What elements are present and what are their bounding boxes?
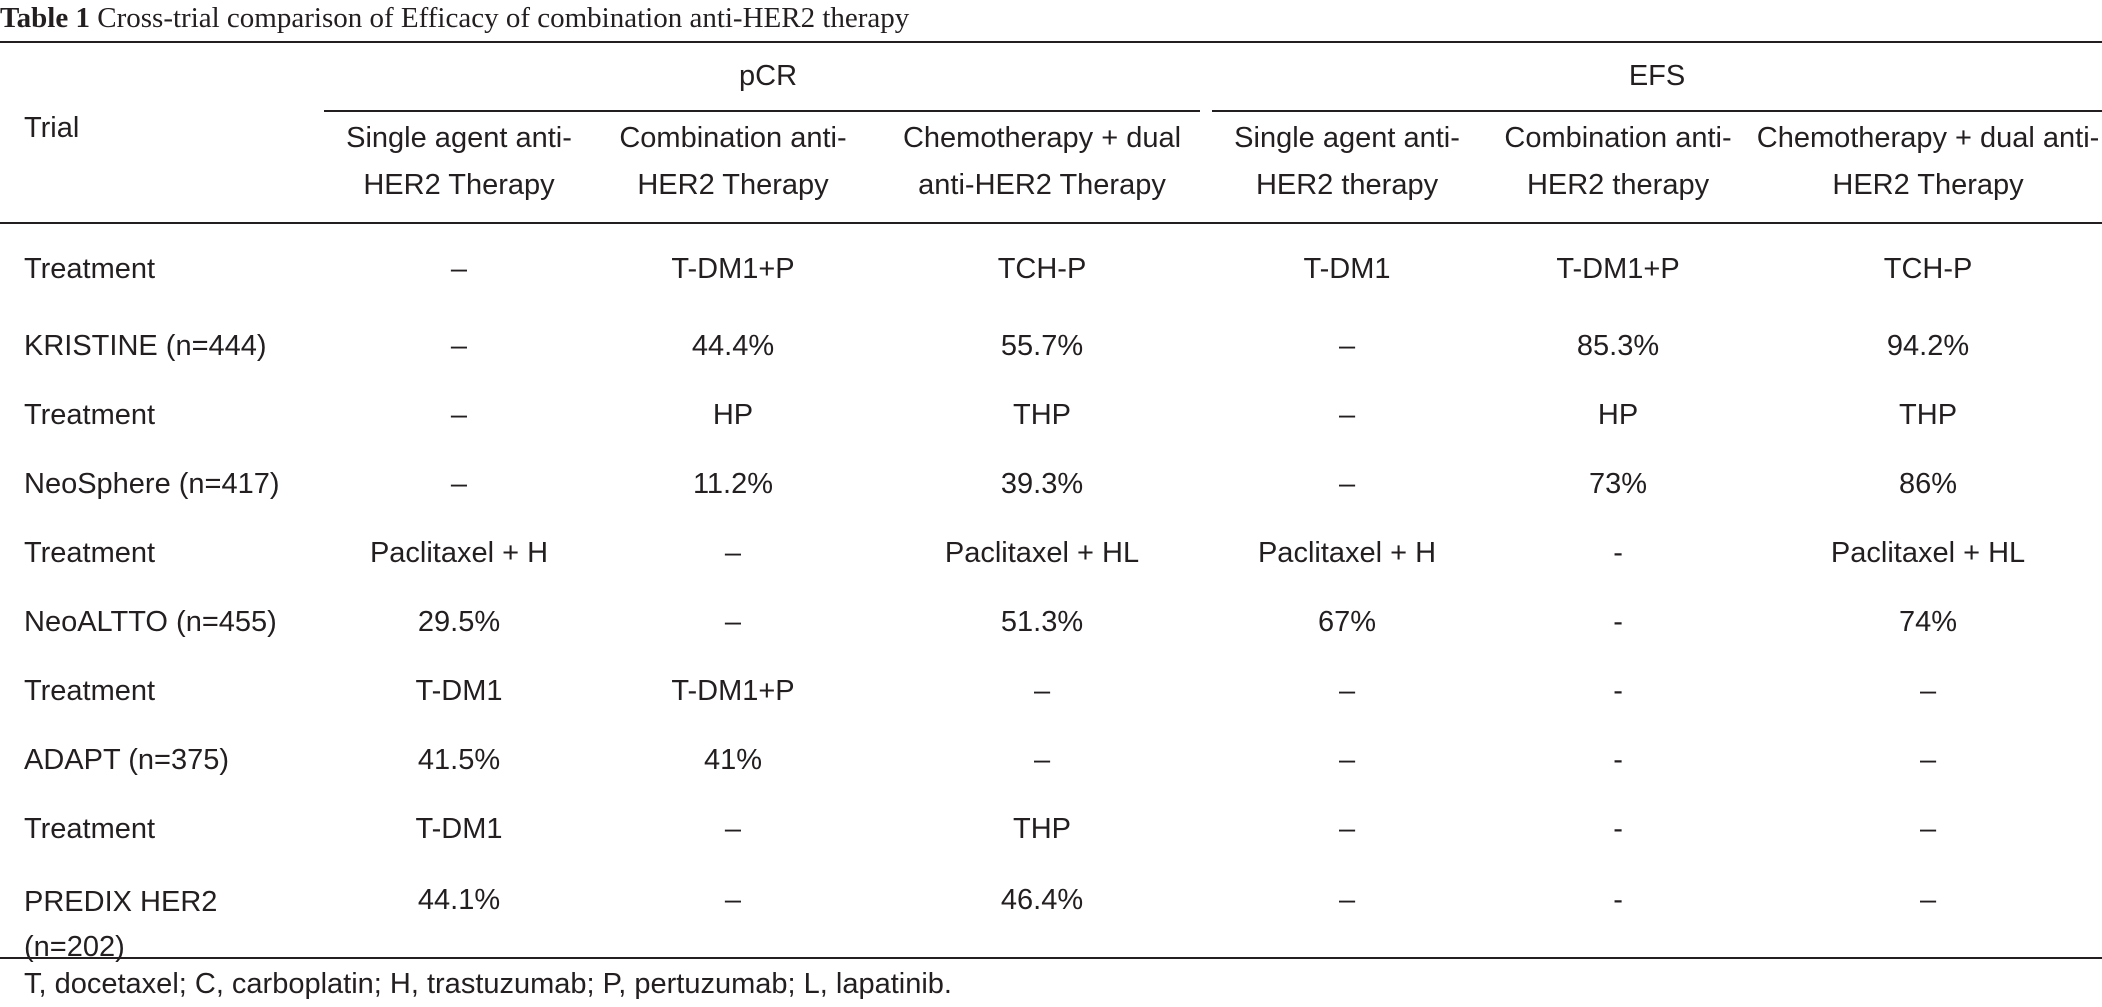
table-cell: TCH-P <box>997 252 1087 285</box>
table-cell: Paclitaxel + H <box>369 537 549 569</box>
table-cell: 55.7% <box>1000 330 1084 362</box>
table-cell: 67% <box>1318 606 1377 638</box>
pcr-combination-header: Combination anti-HER2 Therapy <box>619 122 847 201</box>
table-cell: HP <box>1597 399 1639 431</box>
table-row <box>0 588 2102 657</box>
pcr-group-header: pCR <box>739 59 798 92</box>
table-cell: – <box>1919 813 1937 845</box>
table-cell: 46.4% <box>1000 884 1084 916</box>
pcr-single-agent-header: Single agent anti-HER2 Therapy <box>346 122 572 201</box>
table-cell: – <box>724 537 742 569</box>
table-cell: – <box>1338 330 1356 362</box>
table-cell: 44.4% <box>691 330 775 362</box>
row-label: Treatment <box>24 252 156 285</box>
table-row <box>0 726 2102 795</box>
trial-column-header: Trial <box>24 111 80 144</box>
table-cell: HP <box>712 399 754 431</box>
table-row <box>0 519 2102 588</box>
table-cell: – <box>1338 675 1356 707</box>
table-cell: 51.3% <box>1000 606 1084 638</box>
efs-chemo-dual-header: Chemotherapy + dual anti-HER2 Therapy <box>1756 122 2100 201</box>
table-cell: – <box>1338 813 1356 845</box>
comparison-table <box>0 42 2102 974</box>
table-cell: – <box>1919 884 1937 916</box>
table-cell: Paclitaxel + HL <box>1830 537 2026 569</box>
table-cell: – <box>450 468 468 500</box>
table-cell: – <box>1338 744 1356 776</box>
table-cell: - <box>1613 606 1623 638</box>
table-cell: - <box>1613 675 1623 707</box>
table-cell: 44.1% <box>417 884 501 916</box>
table-row <box>0 864 2102 974</box>
table-cell: – <box>1033 675 1051 707</box>
table-cell: T-DM1+P <box>671 675 795 707</box>
table-cell: T-DM1+P <box>671 252 795 285</box>
table-cell: THP <box>1899 399 1958 431</box>
row-label: Treatment <box>24 537 156 569</box>
table-row <box>0 312 2102 381</box>
table-cell: 11.2% <box>692 468 774 500</box>
table-cell: 41% <box>703 744 763 776</box>
table-cell: T-DM1 <box>415 813 503 845</box>
table-row <box>0 657 2102 726</box>
table-cell: – <box>1338 884 1356 916</box>
table-cell: T-DM1 <box>415 675 503 707</box>
row-label: NeoSphere (n=417) <box>24 468 280 500</box>
efs-combination-header: Combination anti-HER2 therapy <box>1504 122 1732 201</box>
row-label: KRISTINE (n=444) <box>24 330 267 362</box>
table-cell: 85.3% <box>1576 330 1660 362</box>
table-cell: - <box>1613 744 1623 776</box>
table-cell: Paclitaxel + H <box>1257 537 1437 569</box>
table-cell: TCH-P <box>1883 252 1973 285</box>
table-row <box>0 450 2102 519</box>
table-cell: – <box>724 884 742 916</box>
table-cell: - <box>1613 884 1623 916</box>
table-caption-text: Cross-trial comparison of Efficacy of combination anti-HER2 therapy <box>97 2 910 34</box>
row-label: Treatment <box>24 813 156 845</box>
table-cell: THP <box>1013 399 1072 431</box>
table-cell: – <box>1919 675 1937 707</box>
table-row <box>0 214 2102 312</box>
table-cell: 74% <box>1899 606 1958 638</box>
table-cell: – <box>1033 744 1051 776</box>
table-cell: – <box>1338 399 1356 431</box>
table-cell: – <box>450 399 468 431</box>
table-cell: T-DM1 <box>1303 252 1391 285</box>
table-cell: 29.5% <box>417 606 501 638</box>
table-cell: THP <box>1013 813 1072 845</box>
table-cell: – <box>450 330 468 362</box>
row-label: PREDIX HER2 (n=202) <box>24 886 218 963</box>
table-row <box>0 795 2102 864</box>
row-label: NeoALTTO (n=455) <box>24 606 277 638</box>
table-footnote: T, docetaxel; C, carboplatin; H, trastuzumab; P, pertuzumab; L, lapatinib. <box>24 968 952 1000</box>
pcr-chemo-dual-header: Chemotherapy + dual anti-HER2 Therapy <box>902 122 1182 201</box>
table-cell: 94.2% <box>1886 330 1970 362</box>
table-cell: – <box>450 252 468 285</box>
table-cell: - <box>1613 537 1623 569</box>
table-cell: Paclitaxel + HL <box>944 537 1140 569</box>
table-caption-label: Table 1 <box>0 2 90 34</box>
table-cell: – <box>724 813 742 845</box>
table-cell: – <box>1338 468 1356 500</box>
table-cell: 41.5% <box>417 744 501 776</box>
table-cell: - <box>1613 813 1623 845</box>
row-label: Treatment <box>24 675 156 707</box>
row-label: ADAPT (n=375) <box>24 744 229 776</box>
table-cell: 86% <box>1899 468 1958 500</box>
table-cell: 39.3% <box>1000 468 1084 500</box>
row-label: Treatment <box>24 399 156 431</box>
table-cell: – <box>724 606 742 638</box>
efs-group-header: EFS <box>1628 59 1686 92</box>
table-caption <box>0 0 909 40</box>
table-row <box>0 381 2102 450</box>
table-cell: T-DM1+P <box>1556 252 1680 285</box>
efs-single-agent-header: Single agent anti-HER2 therapy <box>1234 122 1460 201</box>
table-cell: – <box>1919 744 1937 776</box>
table-cell: 73% <box>1589 468 1648 500</box>
